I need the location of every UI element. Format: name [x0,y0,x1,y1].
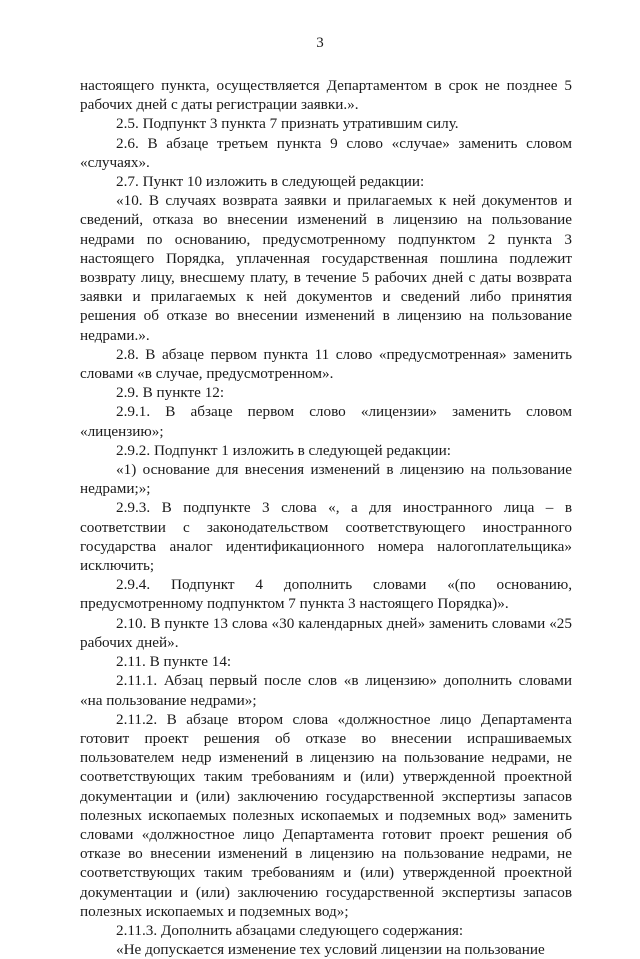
paragraph: 2.9.3. В подпункте 3 слова «, а для иностранного лица – в соответствии с законодательством соответствующего иностранного государства аналог идентификационного номера налогоплательщика» исключить; [80,499,572,575]
paragraph: 2.7. Пункт 10 изложить в следующей редакции: [116,173,425,191]
paragraph: 2.11.2. В абзаце втором слова «должностное лицо Департамента готовит проект решения об отказе во внесении испрашиваемых пользователем недр изменений в лицензию на пользование недрами, не соответствующих таким требованиям и (или) утвержденной проектной документации и (или) заключению государственной экспертизы запасов полезных ископаемых полезных ископаемых и подземных вод» заменить словами «должностное лицо Департамента готовит проект решения об отказе во внесении изменений в лицензию на пользование недрами, не соответствующих таким требованиям и (или) утвержденной проектной документации и (или) заключению государственной экспертизы запасов полезных ископаемых и подземных вод»; [80,710,572,920]
paragraph: настоящего пункта, осуществляется Департаментом в срок не позднее 5 рабочих дней с даты регистрации заявки.». [80,77,572,114]
page-number: 3 [316,35,324,51]
paragraph: 2.8. В абзаце первом пункта 11 слово «предусмотренная» заменить словами «в случае, предусмотренном». [80,345,572,383]
document-body [80,76,572,959]
paragraph: 2.9.4. Подпункт 4 дополнить словами «(по основанию, предусмотренному подпунктом 7 пункта 3 настоящего Порядка)». [80,576,572,613]
paragraph: 2.10. В пункте 13 слова «30 календарных дней» заменить словами «25 рабочих дней». [80,614,572,651]
paragraph: 2.11.3. Дополнить абзацами следующего содержания: [116,921,464,939]
paragraph: 2.11. В пункте 14: [116,653,232,671]
paragraph: 2.11.1. Абзац первый после слов «в лицензию» дополнить словами «на пользование недрами»; [80,672,572,709]
paragraph: 2.9. В пункте 12: [116,384,225,402]
paragraph: 2.9.2. Подпункт 1 изложить в следующей редакции: [116,441,452,459]
paragraph: 2.5. Подпункт 3 пункта 7 признать утратившим силу. [116,115,459,133]
paragraph: 2.6. В абзаце третьем пункта 9 слово «случае» заменить словом «случаях». [80,134,572,171]
paragraph: 2.9.1. В абзаце первом слово «лицензии» заменить словом «лицензию»; [80,403,572,440]
paragraph: «Не допускается изменение тех условий лицензии на пользование [116,941,545,959]
paragraph: «1) основание для внесения изменений в лицензию на пользование недрами;»; [80,461,572,498]
paragraph: «10. В случаях возврата заявки и прилагаемых к ней документов и сведений, отказа во внесении изменений в лицензию на пользование недрами по основанию, предусмотренному подпунктом 2 пункта 3 настоящего Порядка, уплаченная государственная пошлина подлежит возврату лицу, внесшему плату, в течение 5 рабочих дней с даты возврата заявки и прилагаемых к ней документов и сведений либо принятия решения об отказе во внесении изменений в лицензию на пользование недрами.». [80,192,572,344]
